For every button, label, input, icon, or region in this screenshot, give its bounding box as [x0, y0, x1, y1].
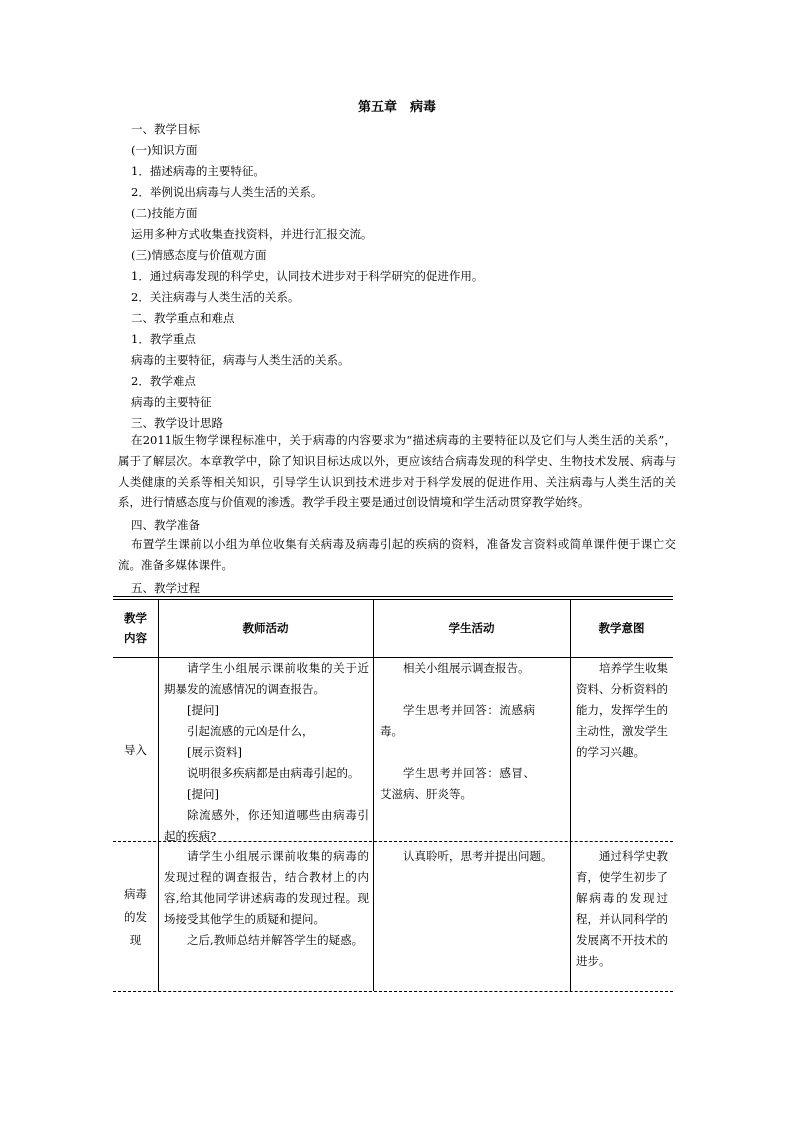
header-teacher-activity: 教师活动: [242, 621, 289, 635]
row-label-text: 病毒的发现: [124, 886, 147, 947]
row2-teaching-intent: [576, 846, 668, 972]
table-top-rule: [113, 596, 673, 597]
student-text: 相关小组展示调查报告。: [403, 661, 530, 675]
heading-key-points: 二、教学重点和难点: [131, 311, 235, 325]
subheading-difficulty: 2．教学难点: [131, 374, 196, 388]
skills-item: 运用多种方式收集查找资料，并进行汇报交流。: [131, 227, 373, 241]
row2-teacher-activity: [164, 846, 369, 951]
header-student-activity: 学生活动: [448, 621, 495, 635]
difficulty-text: 病毒的主要特征: [131, 395, 212, 409]
knowledge-item-1: 1．描述病毒的主要特征。: [131, 164, 265, 178]
intent-text: 培养学生收集资料、分析资料的能力，发挥学生的主动性，激发学生的学习兴趣。: [576, 661, 668, 759]
chapter-title: 第五章 病毒: [357, 100, 436, 115]
table-bottom-divider: [113, 991, 673, 992]
student-text: 学生思考并回答：流感病毒。: [380, 703, 535, 738]
row1-teaching-intent: [576, 658, 668, 763]
teacher-text: 说明很多疾病都是由病毒引起的。: [187, 766, 360, 780]
student-text: 认真聆听，思考并提出问题。: [403, 849, 553, 863]
subheading-key-point: 1．教学重点: [131, 332, 196, 346]
teacher-text: [提问]: [187, 703, 219, 717]
table-column-rule: [373, 599, 374, 991]
intent-text: 通过科学史教育，使学生初步了解病毒的发现过程，并认同科学的发展离不开技术的进步。: [576, 849, 668, 968]
teacher-text: [展示资料]: [187, 745, 242, 759]
attitude-item-1: 1．通过病毒发现的科学史，认同技术进步对于科学研究的促进作用。: [131, 269, 484, 283]
row1-student-activity: [380, 658, 535, 805]
row-label-intro: 导入: [124, 742, 147, 757]
row2-student-activity: [380, 846, 565, 867]
teacher-text: 之后,教师总结并解答学生的疑惑。: [187, 933, 364, 947]
teacher-text: 除流感外，你还知道哪些由病毒引起的疾病?: [164, 808, 369, 843]
knowledge-item-2: 2．举例说出病毒与人类生活的关系。: [131, 185, 323, 199]
key-point-text: 病毒的主要特征，病毒与人类生活的关系。: [131, 353, 350, 367]
attitude-item-2: 2．关注病毒与人类生活的关系。: [131, 290, 300, 304]
design-paragraph: 在2011版生物学课程标准中，关于病毒的内容要求为“描述病毒的主要特征以及它们与人类生活的关系”，属于了解层次。本章教学中，除了知识目标达成以外，更应该结合病毒发现的科学史、生物技术发展、病毒与人类健康的关系等相关知识，引导学生认识到技术进步对于科学发展的促进作用、关注病毒与人类生活的关系，进行情感态度与价值观的渗透。教学手段主要是通过创设情境和学生活动贯穿教学始终。: [118, 433, 676, 510]
student-text: 学生思考并回答：感冒、艾滋病、肝炎等。: [380, 766, 535, 801]
teacher-text: 请学生小组展示课前收集的关于近期暴发的流感情况的调查报告。: [164, 661, 369, 696]
row1-teacher-activity: [164, 658, 369, 847]
heading-objectives: 一、教学目标: [131, 122, 200, 136]
heading-preparation: 四、教学准备: [131, 518, 200, 532]
subheading-knowledge: (一)知识方面: [131, 143, 198, 157]
row-label-discovery: [113, 842, 158, 992]
teacher-text: [提问]: [187, 787, 219, 801]
table-column-rule: [570, 599, 571, 991]
subheading-attitude: (三)情感态度与价值观方面: [131, 248, 267, 262]
teacher-text: 引起流感的元凶是什么，: [187, 724, 314, 738]
heading-design: 三、教学设计思路: [131, 416, 223, 430]
table-column-rule: [158, 599, 159, 991]
heading-process: 五、教学过程: [131, 581, 200, 595]
teaching-process-table: [113, 596, 673, 994]
subheading-skills: (二)技能方面: [131, 206, 198, 220]
preparation-paragraph: 布置学生课前以小组为单位收集有关病毒及病毒引起的疾病的资料，准备发言资料或简单课件便于课亡交流。准备多媒体课件。: [118, 537, 676, 572]
teacher-text: 请学生小组展示课前收集的病毒的发现过程的调查报告，结合教材上的内容,给其他同学讲述病毒的发现过程。现场接受其他学生的质疑和提问。: [164, 849, 369, 926]
header-teaching-intent: 教学意图: [598, 621, 645, 635]
header-teaching-content: 教学内容: [124, 611, 147, 645]
